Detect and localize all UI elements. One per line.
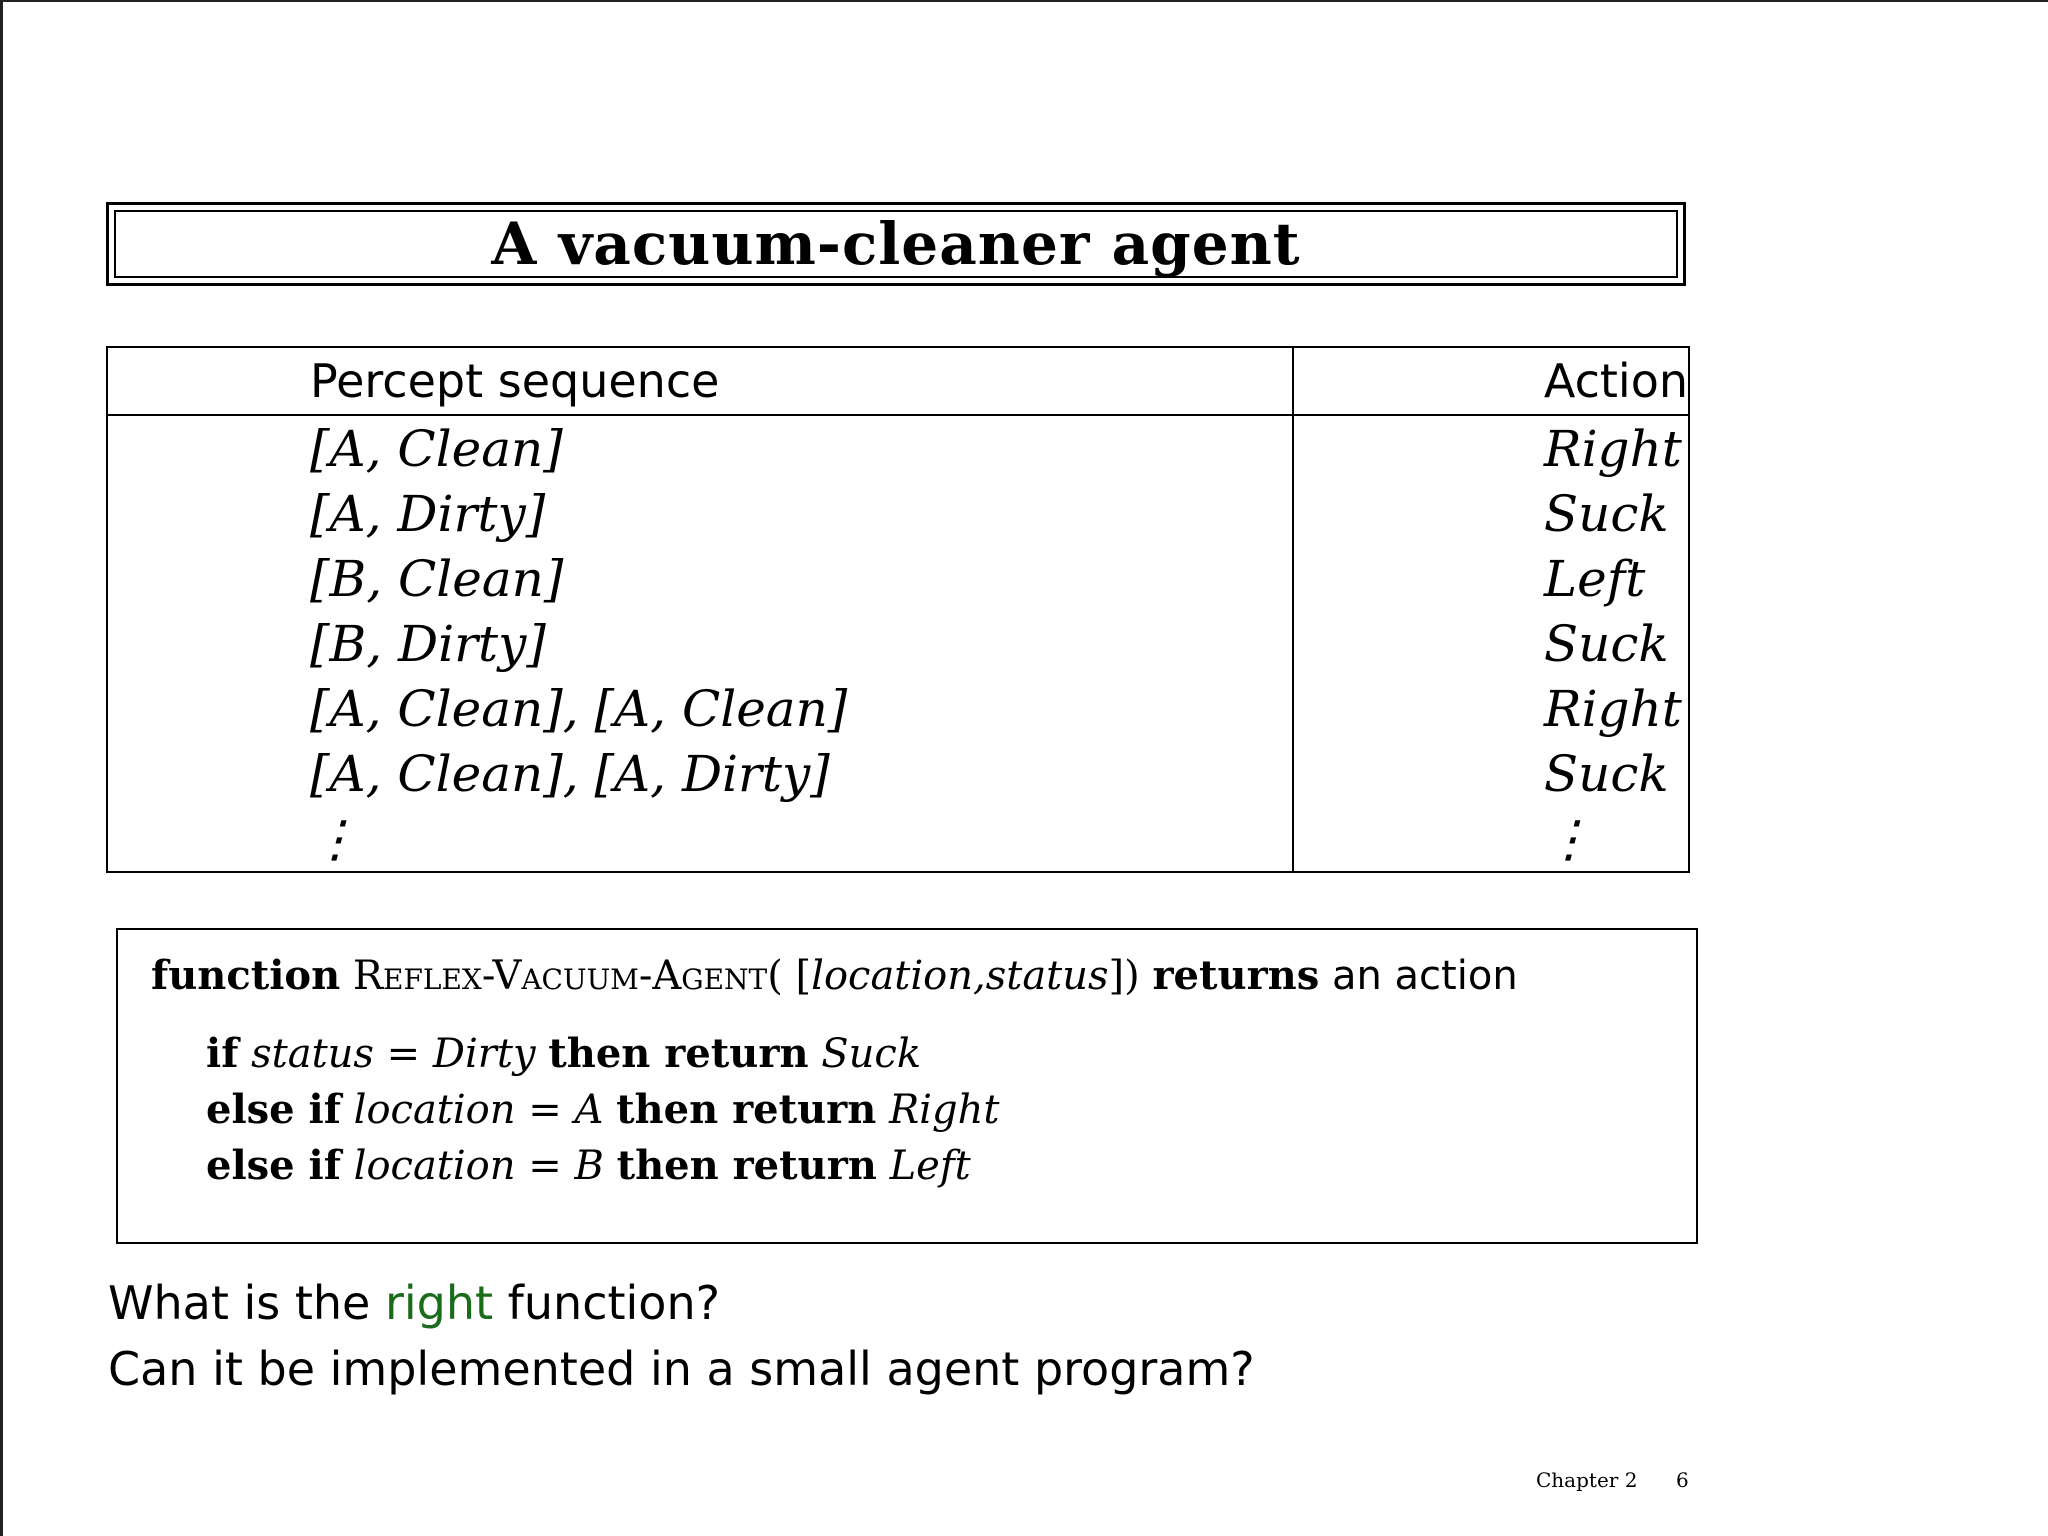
return-action: Left [889,1143,971,1189]
action-cell: Suck [1543,614,1669,673]
question-1-suffix: function? [493,1276,721,1330]
action-cell: Suck [1543,744,1669,803]
table-row [107,741,1689,806]
keyword-then-return: then return [548,1030,809,1077]
keyword-then-return: then return [616,1142,877,1189]
keyword-then-return: then return [616,1086,877,1133]
algorithm-line-3 [206,1142,971,1189]
condition-value: B [574,1143,604,1189]
question-1 [108,1276,720,1330]
keyword-else-if: else if [206,1142,341,1189]
header-action: Action [1293,347,1689,415]
keyword-if: if [206,1030,239,1077]
condition-value: A [574,1087,604,1133]
footer-chapter: Chapter 2 [1536,1468,1638,1492]
slide-title-box [106,202,1686,286]
percept-cell: [A, Dirty] [107,481,1293,546]
footer-page-number: 6 [1676,1468,1689,1492]
condition-var: status [251,1031,374,1077]
table-row [107,481,1689,546]
percept-cell: [B, Clean] [107,546,1293,611]
equals-sign: = [515,1087,575,1133]
percept-cell: [A, Clean], [A, Dirty] [107,741,1293,806]
equals-sign: = [373,1031,433,1077]
keyword-else-if: else if [206,1086,341,1133]
open-bracket: ( [ [767,953,812,999]
equals-sign: = [515,1143,575,1189]
return-action: Right [889,1087,1000,1133]
action-cell: Left [1543,549,1646,608]
function-name: Reflex-Vacuum-Agent [352,953,768,999]
keyword-returns: returns [1152,952,1320,999]
condition-value: Dirty [432,1031,536,1077]
slide-title: A vacuum-cleaner agent [114,210,1678,278]
return-action: Suck [821,1031,922,1077]
action-cell: Right [1543,679,1682,738]
action-cell: Right [1543,419,1682,478]
percept-action-table [106,346,1690,873]
algorithm-line-1 [206,1030,921,1077]
question-1-prefix: What is the [108,1276,385,1330]
question-1-highlight: right [384,1276,494,1330]
condition-var: location [353,1143,516,1189]
percept-cell: [A, Clean] [107,415,1293,481]
algorithm-signature [151,952,1518,999]
table-header-row [107,347,1689,415]
question-2: Can it be implemented in a small agent program? [108,1342,1255,1396]
table-row-ellipsis [107,806,1689,872]
condition-var: location [353,1087,516,1133]
percept-cell: [B, Dirty] [107,611,1293,676]
page-border-left [0,0,3,1536]
keyword-function: function [151,952,341,999]
algorithm-line-2 [206,1086,999,1133]
ellipsis-percept: ⋮ [107,806,1293,872]
function-params: location,status [811,953,1109,999]
return-description: an action [1331,953,1518,999]
table-row [107,546,1689,611]
algorithm-box [116,928,1698,1244]
table-row [107,415,1689,481]
ellipsis-action: ⋮ [1543,809,1594,868]
page-border-top [0,0,2048,2]
close-bracket: ]) [1108,953,1140,999]
action-cell: Suck [1543,484,1669,543]
table-row [107,611,1689,676]
percept-cell: [A, Clean], [A, Clean] [107,676,1293,741]
header-percept-sequence: Percept sequence [107,347,1293,415]
table-row [107,676,1689,741]
